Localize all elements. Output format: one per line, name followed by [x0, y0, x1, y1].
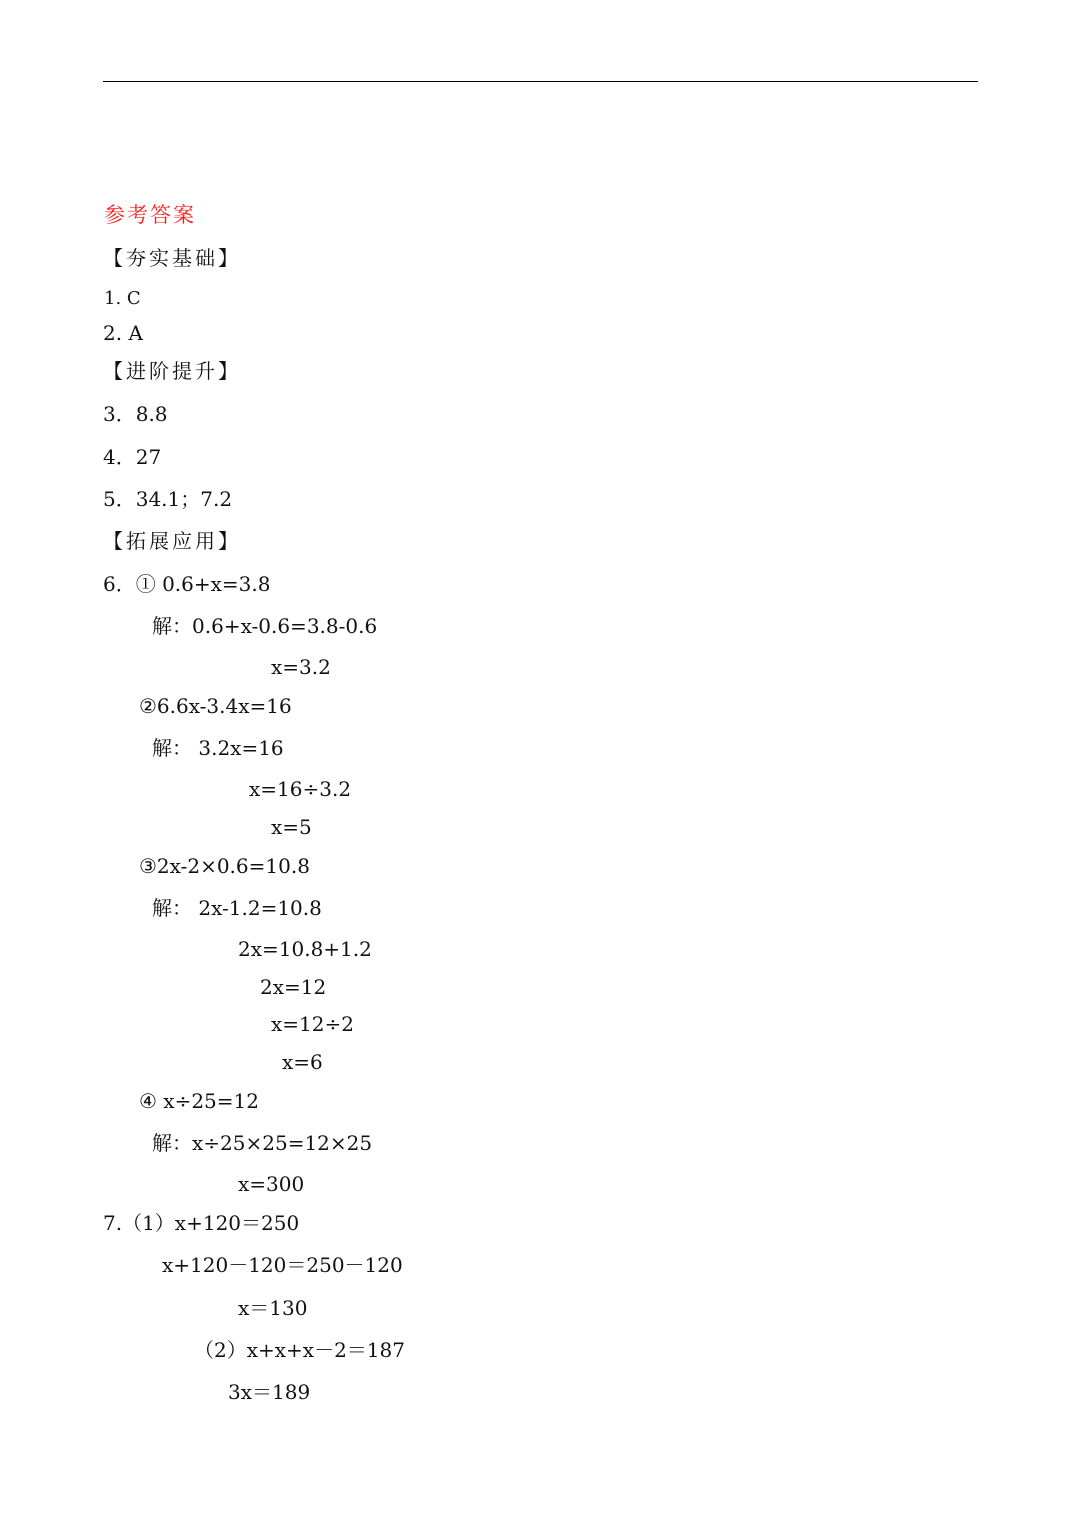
- answer-3: 3．8.8: [103, 402, 168, 426]
- answer-6-solution-2-result: x=5: [271, 815, 312, 839]
- answer-6-solution-2-step-1: 解： 3.2x=16: [152, 736, 284, 760]
- answer-7-part-2-equation: （2）x+x+x－2＝187: [194, 1338, 405, 1362]
- answer-6-solution-1-result: x=3.2: [271, 655, 331, 679]
- answer-6-solution-3-step-4: x=12÷2: [271, 1012, 354, 1036]
- section-heading-advanced: 【进阶提升】: [103, 359, 241, 383]
- answer-2: 2. A: [103, 321, 143, 345]
- section-heading-extension: 【拓展应用】: [103, 529, 241, 553]
- answer-6-equation-3: ③2x-2×0.6=10.8: [139, 854, 310, 878]
- answer-6-solution-1-step-1: 解：0.6+x-0.6=3.8-0.6: [152, 614, 378, 638]
- answer-6-solution-3-step-2: 2x=10.8+1.2: [238, 937, 372, 961]
- answer-6-solution-3-result: x=6: [282, 1050, 323, 1074]
- header-rule: [103, 81, 978, 82]
- answer-7-part-1-result: x＝130: [238, 1296, 308, 1320]
- answer-6-solution-4-result: x=300: [238, 1172, 305, 1196]
- answer-6-solution-3-step-3: 2x=12: [260, 975, 327, 999]
- answer-4: 4．27: [103, 445, 162, 469]
- answer-title: 参考答案: [104, 203, 196, 227]
- answer-5: 5．34.1；7.2: [103, 487, 233, 511]
- answer-6-equation-2: ②6.6x-3.4x=16: [139, 694, 292, 718]
- answer-6-equation-1: 6．① 0.6+x=3.8: [103, 572, 271, 596]
- answer-1: 1. C: [104, 288, 141, 309]
- answer-7-part-1-equation: 7.（1）x+120＝250: [103, 1211, 300, 1235]
- answer-6-solution-3-step-1: 解： 2x-1.2=10.8: [152, 896, 322, 920]
- answer-6-solution-2-step-2: x=16÷3.2: [249, 777, 352, 801]
- section-heading-basics: 【夯实基础】: [103, 246, 241, 270]
- answer-7-part-2-step: 3x＝189: [228, 1380, 311, 1404]
- answer-6-equation-4: ④ x÷25=12: [139, 1089, 259, 1113]
- answer-6-solution-4-step-1: 解：x÷25×25=12×25: [152, 1131, 373, 1155]
- answer-7-part-1-step: x+120－120＝250－120: [162, 1253, 403, 1277]
